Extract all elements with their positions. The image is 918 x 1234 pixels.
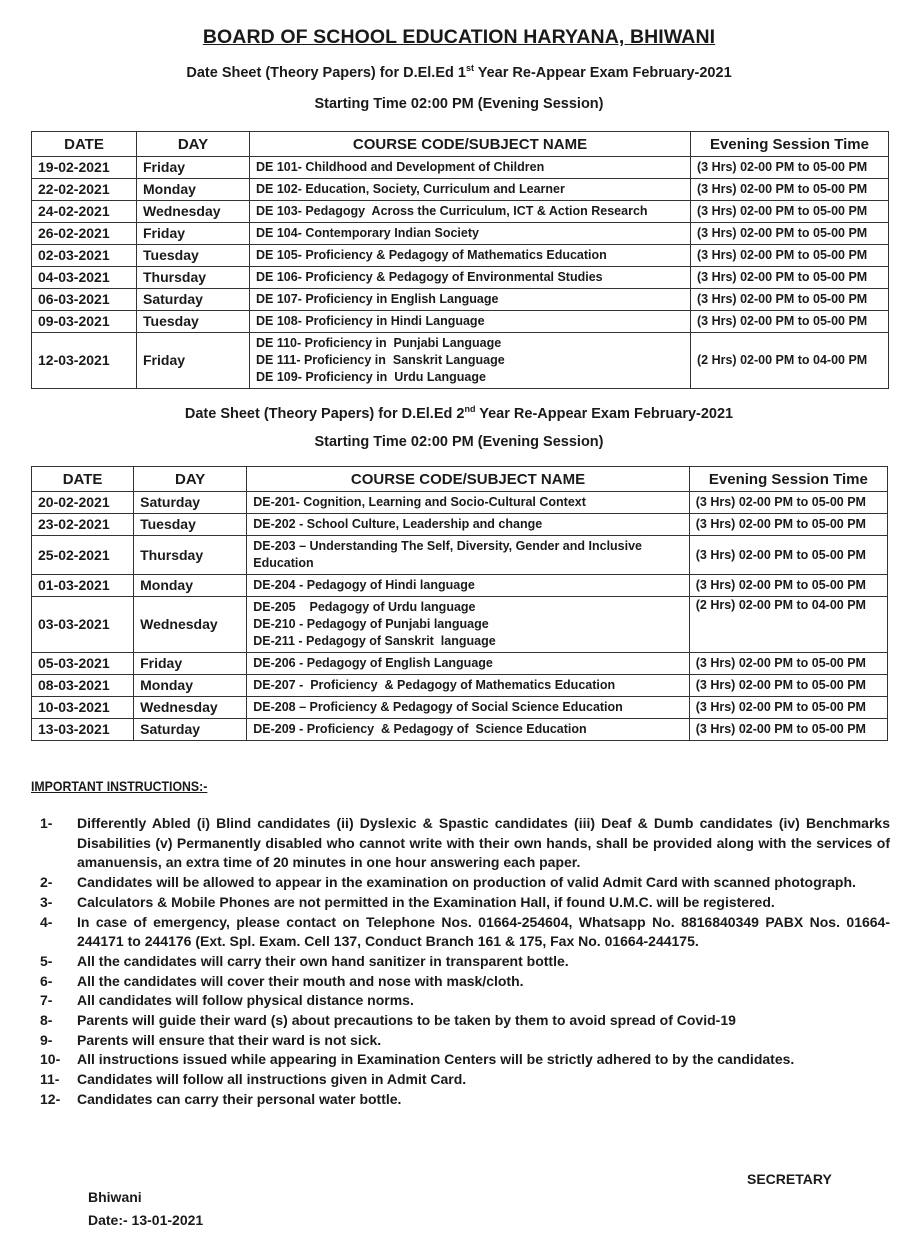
course-line: DE-202 - School Culture, Leadership and change: [253, 517, 543, 531]
cell-session-time: (3 Hrs) 02-00 PM to 05-00 PM: [689, 514, 887, 536]
cell-session-time: (3 Hrs) 02-00 PM to 05-00 PM: [691, 223, 889, 245]
course-line: DE-205 Pedagogy of Urdu language: [253, 600, 476, 614]
sheet-2-heading-text: Date Sheet (Theory Papers) for D.El.Ed 2: [184, 405, 465, 422]
instruction-number: 2-: [40, 874, 53, 891]
instruction-number: 8-: [40, 1012, 53, 1029]
table-body: [32, 157, 889, 389]
instructions-heading: IMPORTANT INSTRUCTIONS:-: [31, 778, 208, 794]
cell-date: 09-03-2021: [32, 311, 137, 333]
instruction-item: [40, 991, 890, 1011]
cell-session-time: (2 Hrs) 02-00 PM to 04-00 PM: [691, 333, 889, 389]
instruction-number: 11-: [40, 1071, 60, 1088]
table-row: [32, 514, 888, 536]
course-line: DE-204 - Pedagogy of Hindi language: [253, 578, 475, 592]
cell-course: [247, 697, 690, 719]
instruction-item: [40, 913, 890, 952]
course-line: DE-203 – Understanding The Self, Diversity, Gender and Inclusive: [253, 539, 643, 553]
instruction-item: [40, 1070, 890, 1090]
column-header-time: Evening Session Time: [691, 132, 889, 157]
cell-date: 20-02-2021: [32, 492, 134, 514]
instruction-number: 4-: [40, 913, 53, 930]
cell-course: [250, 223, 691, 245]
instruction-text: Candidates will be allowed to appear in the examination on production of valid Admit Card with scanned photograph.: [77, 874, 856, 891]
cell-session-time: (3 Hrs) 02-00 PM to 05-00 PM: [691, 245, 889, 267]
table-row: [32, 289, 889, 311]
table-row: [32, 492, 888, 514]
sheet-1-heading-text: Date Sheet (Theory Papers) for D.El.Ed 1: [186, 64, 466, 81]
cell-day: Monday: [137, 179, 250, 201]
instruction-item: [40, 972, 890, 992]
signatory: SECRETARY: [747, 1171, 832, 1187]
table-row: [32, 575, 888, 597]
course-line: DE-209 - Proficiency & Pedagogy of Science Education: [253, 722, 587, 736]
course-line: DE 108- Proficiency in Hindi Language: [256, 314, 485, 328]
cell-day: Monday: [134, 675, 247, 697]
cell-day: Friday: [134, 653, 247, 675]
instruction-number: 5-: [40, 952, 53, 969]
cell-session-time: (2 Hrs) 02-00 PM to 04-00 PM: [689, 597, 887, 653]
cell-session-time: (3 Hrs) 02-00 PM to 05-00 PM: [689, 536, 887, 575]
table-row: [32, 697, 888, 719]
cell-date: 08-03-2021: [32, 675, 134, 697]
instruction-item: [40, 1031, 890, 1051]
cell-date: 24-02-2021: [32, 201, 137, 223]
course-line: DE 101- Childhood and Development of Children: [256, 160, 545, 174]
cell-session-time: (3 Hrs) 02-00 PM to 05-00 PM: [689, 675, 887, 697]
sheet-1-heading-text-end: Year Re-Appear Exam February-2021: [473, 64, 732, 81]
table-header-row: [32, 467, 888, 492]
cell-day: Saturday: [137, 289, 250, 311]
table-row: [32, 536, 888, 575]
cell-course: [247, 492, 690, 514]
table-row: [32, 333, 889, 389]
cell-date: 06-03-2021: [32, 289, 137, 311]
table-row: [32, 223, 889, 245]
cell-course: [250, 289, 691, 311]
cell-course: [250, 245, 691, 267]
instruction-text: All the candidates will cover their mouth and nose with mask/cloth.: [77, 972, 524, 989]
date-sheet-table-1st-year: [31, 131, 889, 389]
column-header-day: DAY: [134, 467, 247, 492]
sheet-2-heading: [0, 404, 918, 422]
column-header-date: DATE: [32, 132, 137, 157]
cell-day: Saturday: [134, 719, 247, 741]
table-row: [32, 267, 889, 289]
instruction-text: Parents will guide their ward (s) about precautions to be taken by them to avoid spread of Covid-19: [77, 1012, 736, 1029]
sheet-1-starting-time: Starting Time 02:00 PM (Evening Session): [314, 96, 604, 112]
board-title: BOARD OF SCHOOL EDUCATION HARYANA, BHIWANI: [202, 26, 716, 48]
instruction-number: 12-: [40, 1090, 61, 1107]
column-header-time: Evening Session Time: [689, 467, 887, 492]
course-line: DE 105- Proficiency & Pedagogy of Mathematics Education: [256, 248, 607, 262]
cell-date: 01-03-2021: [32, 575, 134, 597]
cell-day: Wednesday: [134, 697, 247, 719]
course-line: DE 109- Proficiency in Urdu Language: [256, 370, 486, 384]
cell-session-time: (3 Hrs) 02-00 PM to 05-00 PM: [689, 492, 887, 514]
date-sheet-table-2nd-year: [31, 466, 888, 741]
cell-day: Thursday: [134, 536, 247, 575]
table-row: [32, 245, 889, 267]
instruction-text: All candidates will follow physical distance norms.: [77, 992, 414, 1009]
cell-course: [247, 597, 690, 653]
cell-date: 25-02-2021: [32, 536, 134, 575]
course-line: Education: [253, 556, 314, 570]
cell-day: Tuesday: [137, 245, 250, 267]
instruction-number: 6-: [40, 972, 53, 989]
instruction-item: [40, 814, 890, 873]
issue-date: Date:- 13-01-2021: [88, 1212, 204, 1228]
cell-course: [250, 267, 691, 289]
cell-day: Friday: [137, 223, 250, 245]
instruction-number: 1-: [40, 815, 53, 831]
cell-course: [247, 675, 690, 697]
sheet-1-heading: [0, 63, 918, 81]
table-row: [32, 311, 889, 333]
cell-date: 19-02-2021: [32, 157, 137, 179]
column-header-date: DATE: [32, 467, 134, 492]
instruction-item: [40, 1011, 890, 1031]
course-line: DE 111- Proficiency in Sanskrit Language: [256, 353, 505, 367]
cell-date: 10-03-2021: [32, 697, 134, 719]
course-line: DE 103- Pedagogy Across the Curriculum, ICT & Action Research: [256, 204, 648, 218]
instruction-number: 3-: [40, 893, 53, 910]
instruction-text: Differently Abled (i) Blind candidates (ii) Dyslexic & Spastic candidates (iii) Deaf & Dumb candidates (iv) Benchmarks Disabilities (v) Permanently disabled who cannot write with their own hands, shall be provided along with the services of amanuensis, an extra time of 20 minutes in one hour answering each paper.: [77, 815, 890, 871]
cell-course: [247, 653, 690, 675]
sheet-1-heading-sup: st: [465, 63, 474, 73]
cell-date: 12-03-2021: [32, 333, 137, 389]
cell-session-time: (3 Hrs) 02-00 PM to 05-00 PM: [691, 157, 889, 179]
instruction-text: All the candidates will carry their own hand sanitizer in transparent bottle.: [77, 952, 569, 969]
instruction-item: [40, 893, 890, 913]
cell-course: [250, 333, 691, 389]
cell-course: [247, 536, 690, 575]
course-line: DE-208 – Proficiency & Pedagogy of Social Science Education: [253, 700, 623, 714]
cell-day: Tuesday: [134, 514, 247, 536]
instruction-item: [40, 873, 890, 893]
column-header-course: COURSE CODE/SUBJECT NAME: [250, 132, 691, 157]
table-row: [32, 675, 888, 697]
cell-date: 22-02-2021: [32, 179, 137, 201]
column-header-course: COURSE CODE/SUBJECT NAME: [247, 467, 690, 492]
cell-session-time: (3 Hrs) 02-00 PM to 05-00 PM: [689, 575, 887, 597]
instruction-item: [40, 1050, 890, 1070]
table-row: [32, 201, 889, 223]
cell-course: [250, 201, 691, 223]
table-body: [32, 492, 888, 741]
cell-date: 04-03-2021: [32, 267, 137, 289]
instruction-item: [40, 1090, 890, 1110]
cell-day: Friday: [137, 333, 250, 389]
instruction-number: 7-: [40, 992, 53, 1009]
instructions-list: [40, 814, 890, 1110]
course-line: DE 104- Contemporary Indian Society: [256, 226, 479, 240]
cell-day: Wednesday: [137, 201, 250, 223]
course-line: DE-206 - Pedagogy of English Language: [253, 656, 493, 670]
cell-session-time: (3 Hrs) 02-00 PM to 05-00 PM: [691, 201, 889, 223]
course-line: DE-207 - Proficiency & Pedagogy of Mathematics Education: [253, 678, 616, 692]
instruction-number: 10-: [40, 1051, 61, 1068]
cell-day: Monday: [134, 575, 247, 597]
cell-day: Tuesday: [137, 311, 250, 333]
cell-day: Thursday: [137, 267, 250, 289]
cell-course: [247, 719, 690, 741]
cell-day: Saturday: [134, 492, 247, 514]
cell-date: 26-02-2021: [32, 223, 137, 245]
cell-course: [247, 514, 690, 536]
cell-course: [247, 575, 690, 597]
instruction-text: Parents will ensure that their ward is not sick.: [77, 1031, 382, 1048]
table-row: [32, 719, 888, 741]
table-row: [32, 157, 889, 179]
instruction-text: Candidates will follow all instructions given in Admit Card.: [77, 1071, 467, 1088]
course-line: DE-211 - Pedagogy of Sanskrit language: [253, 634, 496, 648]
cell-session-time: (3 Hrs) 02-00 PM to 05-00 PM: [689, 719, 887, 741]
cell-session-time: (3 Hrs) 02-00 PM to 05-00 PM: [689, 653, 887, 675]
instruction-text: Candidates can carry their personal water bottle.: [77, 1090, 402, 1107]
cell-course: [250, 311, 691, 333]
instruction-text: In case of emergency, please contact on Telephone Nos. 01664-254604, Whatsapp No. 8816840349 PABX Nos. 01664-244171 to 244176 (Ext. Spl. Exam. Cell 137, Conduct Branch 161 & 175, Fax No. 01664-244175.: [77, 913, 890, 950]
instruction-number: 9-: [40, 1031, 53, 1048]
course-line: DE 107- Proficiency in English Language: [256, 292, 499, 306]
course-line: DE 106- Proficiency & Pedagogy of Environmental Studies: [256, 270, 603, 284]
sheet-2-heading-text-end: Year Re-Appear Exam February-2021: [475, 405, 734, 422]
cell-day: Wednesday: [134, 597, 247, 653]
column-header-day: DAY: [137, 132, 250, 157]
cell-day: Friday: [137, 157, 250, 179]
cell-date: 13-03-2021: [32, 719, 134, 741]
table-row: [32, 179, 889, 201]
place: Bhiwani: [88, 1189, 142, 1205]
table-header-row: [32, 132, 889, 157]
cell-session-time: (3 Hrs) 02-00 PM to 05-00 PM: [691, 311, 889, 333]
instruction-item: [40, 952, 890, 972]
course-line: DE-201- Cognition, Learning and Socio-Cultural Context: [253, 495, 586, 509]
cell-course: [250, 157, 691, 179]
cell-session-time: (3 Hrs) 02-00 PM to 05-00 PM: [691, 289, 889, 311]
table-row: [32, 597, 888, 653]
cell-date: 05-03-2021: [32, 653, 134, 675]
course-line: DE 110- Proficiency in Punjabi Language: [256, 336, 502, 350]
instruction-text: Calculators & Mobile Phones are not permitted in the Examination Hall, if found U.M.C. will be registered.: [77, 893, 775, 910]
cell-date: 03-03-2021: [32, 597, 134, 653]
cell-date: 02-03-2021: [32, 245, 137, 267]
sheet-2-starting-time: Starting Time 02:00 PM (Evening Session): [314, 434, 604, 450]
table-row: [32, 653, 888, 675]
cell-session-time: (3 Hrs) 02-00 PM to 05-00 PM: [689, 697, 887, 719]
instruction-text: All instructions issued while appearing in Examination Centers will be strictly adhered to by the candidates.: [77, 1051, 795, 1068]
cell-course: [250, 179, 691, 201]
course-line: DE-210 - Pedagogy of Punjabi language: [253, 617, 489, 631]
cell-date: 23-02-2021: [32, 514, 134, 536]
cell-session-time: (3 Hrs) 02-00 PM to 05-00 PM: [691, 179, 889, 201]
sheet-2-heading-sup: nd: [464, 404, 476, 414]
cell-session-time: (3 Hrs) 02-00 PM to 05-00 PM: [691, 267, 889, 289]
course-line: DE 102- Education, Society, Curriculum and Learner: [256, 182, 565, 196]
